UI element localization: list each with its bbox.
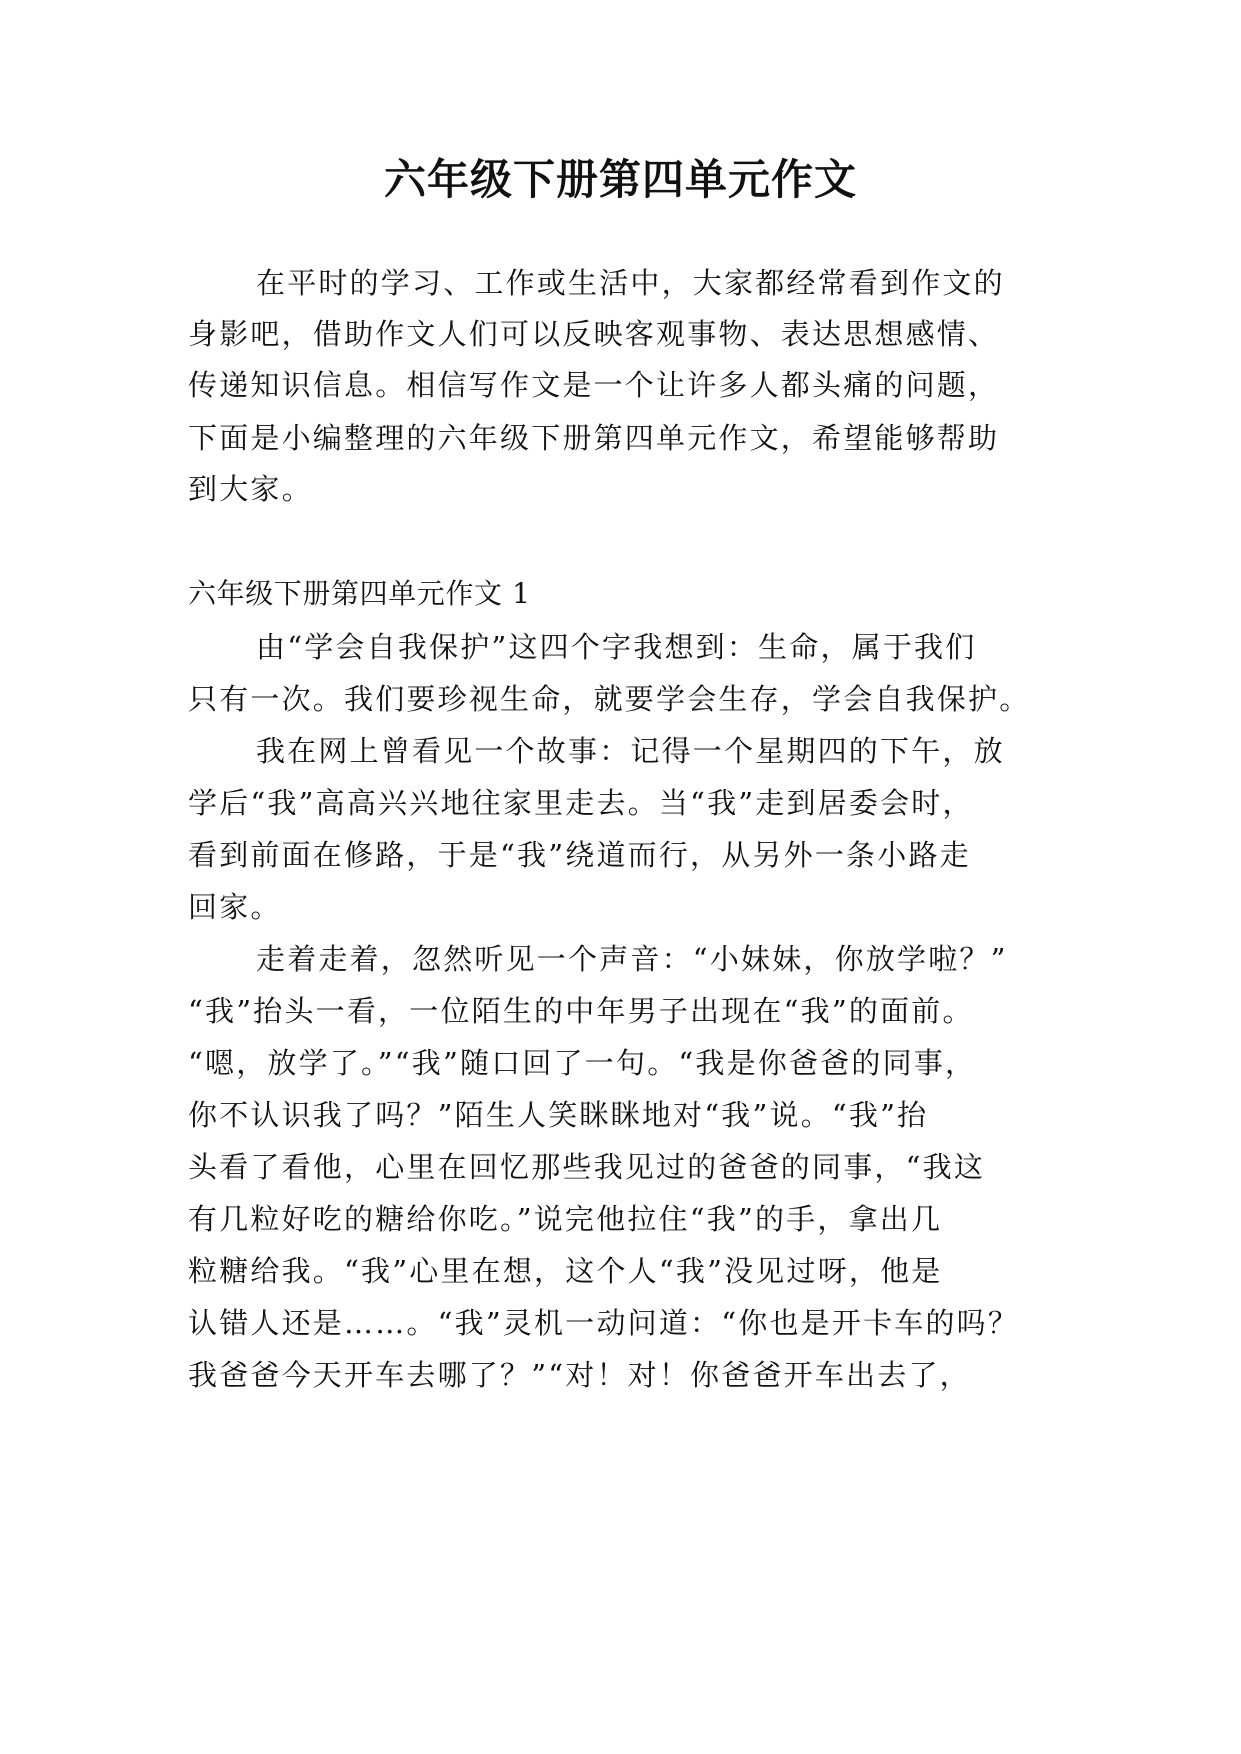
body-line: 我在网上曾看见一个故事：记得一个星期四的下午，放: [256, 734, 1005, 768]
body-line: 由“学会自我保护”这四个字我想到：生命，属于我们: [256, 630, 977, 664]
body-line: 粒糖给我。“我”心里在想，这个人“我”没见过呀，他是: [188, 1254, 943, 1288]
intro-line: 身影吧，借助作文人们可以反映客观事物、表达思想感情、: [188, 317, 1000, 351]
body-line: “我”抬头一看，一位陌生的中年男子出现在“我”的面前。: [188, 994, 974, 1028]
document-title: 六年级下册第四单元作文: [383, 155, 857, 204]
body-line: 走着走着，忽然听见一个声音：“小妹妹，你放学啦？”: [256, 942, 1008, 976]
body-line: 只有一次。我们要珍视生命，就要学会生存，学会自我保护。: [188, 682, 1031, 716]
body-line: 看到前面在修路，于是“我”绕道而行，从另外一条小路走: [188, 838, 971, 872]
intro-line: 在平时的学习、工作或生活中，大家都经常看到作文的: [256, 266, 1005, 300]
body-line: “嗯，放学了。”“我”随口回了一句。“我是你爸爸的同事，: [188, 1046, 977, 1080]
body-line: 有几粒好吃的糖给你吃。”说完他拉住“我”的手，拿出几: [188, 1202, 943, 1236]
body-line: 头看了看他，心里在回忆那些我见过的爸爸的同事，“我这: [188, 1150, 986, 1184]
body-line: 学后“我”高高兴兴地往家里走去。当“我”走到居委会时，: [188, 786, 974, 820]
intro-line: 传递知识信息。相信写作文是一个让许多人都头痛的问题，: [188, 368, 1000, 402]
body-line: 我爸爸今天开车去哪了？”“对！对！你爸爸开车出去了，: [188, 1358, 971, 1392]
intro-line: 下面是小编整理的六年级下册第四单元作文，希望能够帮助: [188, 421, 1000, 455]
body-line: 你不认识我了吗？”陌生人笑眯眯地对“我”说。“我”抬: [188, 1098, 929, 1132]
body-line: 回家。: [188, 890, 282, 924]
intro-line: 到大家。: [188, 472, 313, 506]
section-heading: 六年级下册第四单元作文 1: [188, 577, 531, 610]
body-line: 认错人还是……。“我”灵机一动问道：“你也是开卡车的吗？: [188, 1306, 1020, 1340]
